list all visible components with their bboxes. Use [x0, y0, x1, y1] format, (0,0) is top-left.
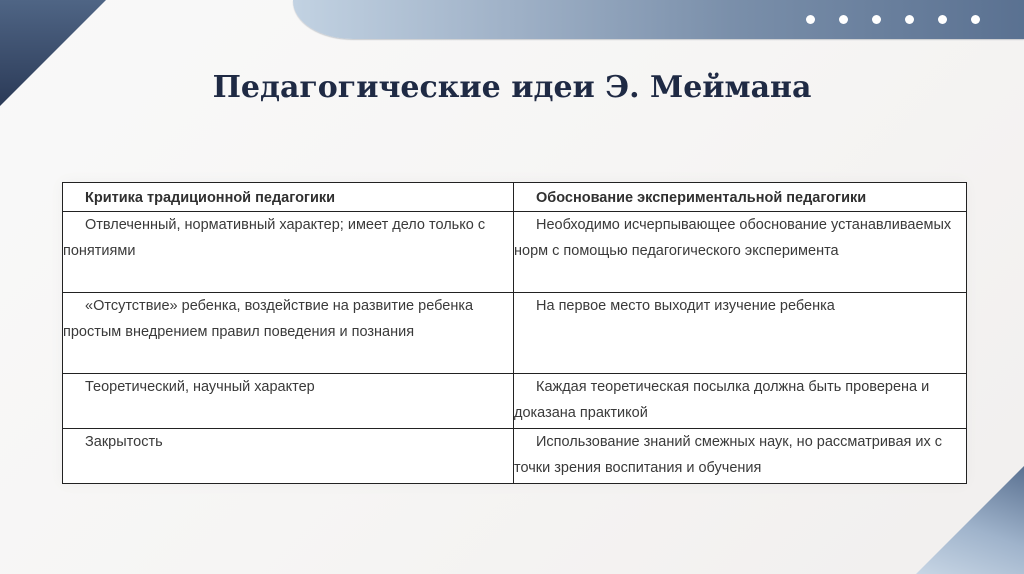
header-critique — [63, 183, 514, 212]
cell-text: Закрытость — [85, 434, 163, 450]
decor-dots — [794, 0, 1024, 39]
decor-dot — [806, 15, 815, 24]
header-justification-label: Обоснование экспериментальной педагогики — [536, 190, 867, 206]
cell-text: Использование знаний смежных наук, но рассматривая их с точки зрения воспитания и обучения — [514, 434, 943, 476]
comparison-table — [62, 182, 967, 484]
cell-justification — [514, 429, 967, 484]
table-row — [63, 212, 967, 293]
cell-text: Теоретический, научный характер — [85, 379, 315, 395]
cell-critique — [63, 374, 514, 429]
decor-dot — [905, 15, 914, 24]
cell-text: На первое место выходит изучение ребенка — [536, 298, 835, 314]
cell-text: «Отсутствие» ребенка, воздействие на развитие ребенка простым внедрением правил поведения и познания — [63, 298, 474, 340]
decor-dot — [971, 15, 980, 24]
cell-text: Отвлеченный, нормативный характер; имеет дело только с понятиями — [63, 217, 486, 259]
cell-justification — [514, 374, 967, 429]
cell-critique — [63, 212, 514, 293]
table-row — [63, 293, 967, 374]
decor-dot — [872, 15, 881, 24]
cell-text: Необходимо исчерпывающее обоснование устанавливаемых норм с помощью педагогического эксперимента — [514, 217, 952, 259]
table-row — [63, 374, 967, 429]
decor-dot — [938, 15, 947, 24]
header-justification — [514, 183, 967, 212]
cell-justification — [514, 212, 967, 293]
cell-text: Каждая теоретическая посылка должна быть проверена и доказана практикой — [514, 379, 930, 421]
header-critique-label: Критика традиционной педагогики — [85, 190, 336, 206]
table-row — [63, 429, 967, 484]
decor-dot — [839, 15, 848, 24]
comparison-table-container — [62, 182, 966, 484]
cell-critique — [63, 293, 514, 374]
table-header-row — [63, 183, 967, 212]
cell-critique — [63, 429, 514, 484]
header-decor-bar — [293, 0, 1024, 39]
slide-title: Педагогические идеи Э. Меймана — [212, 70, 812, 105]
cell-justification — [514, 293, 967, 374]
